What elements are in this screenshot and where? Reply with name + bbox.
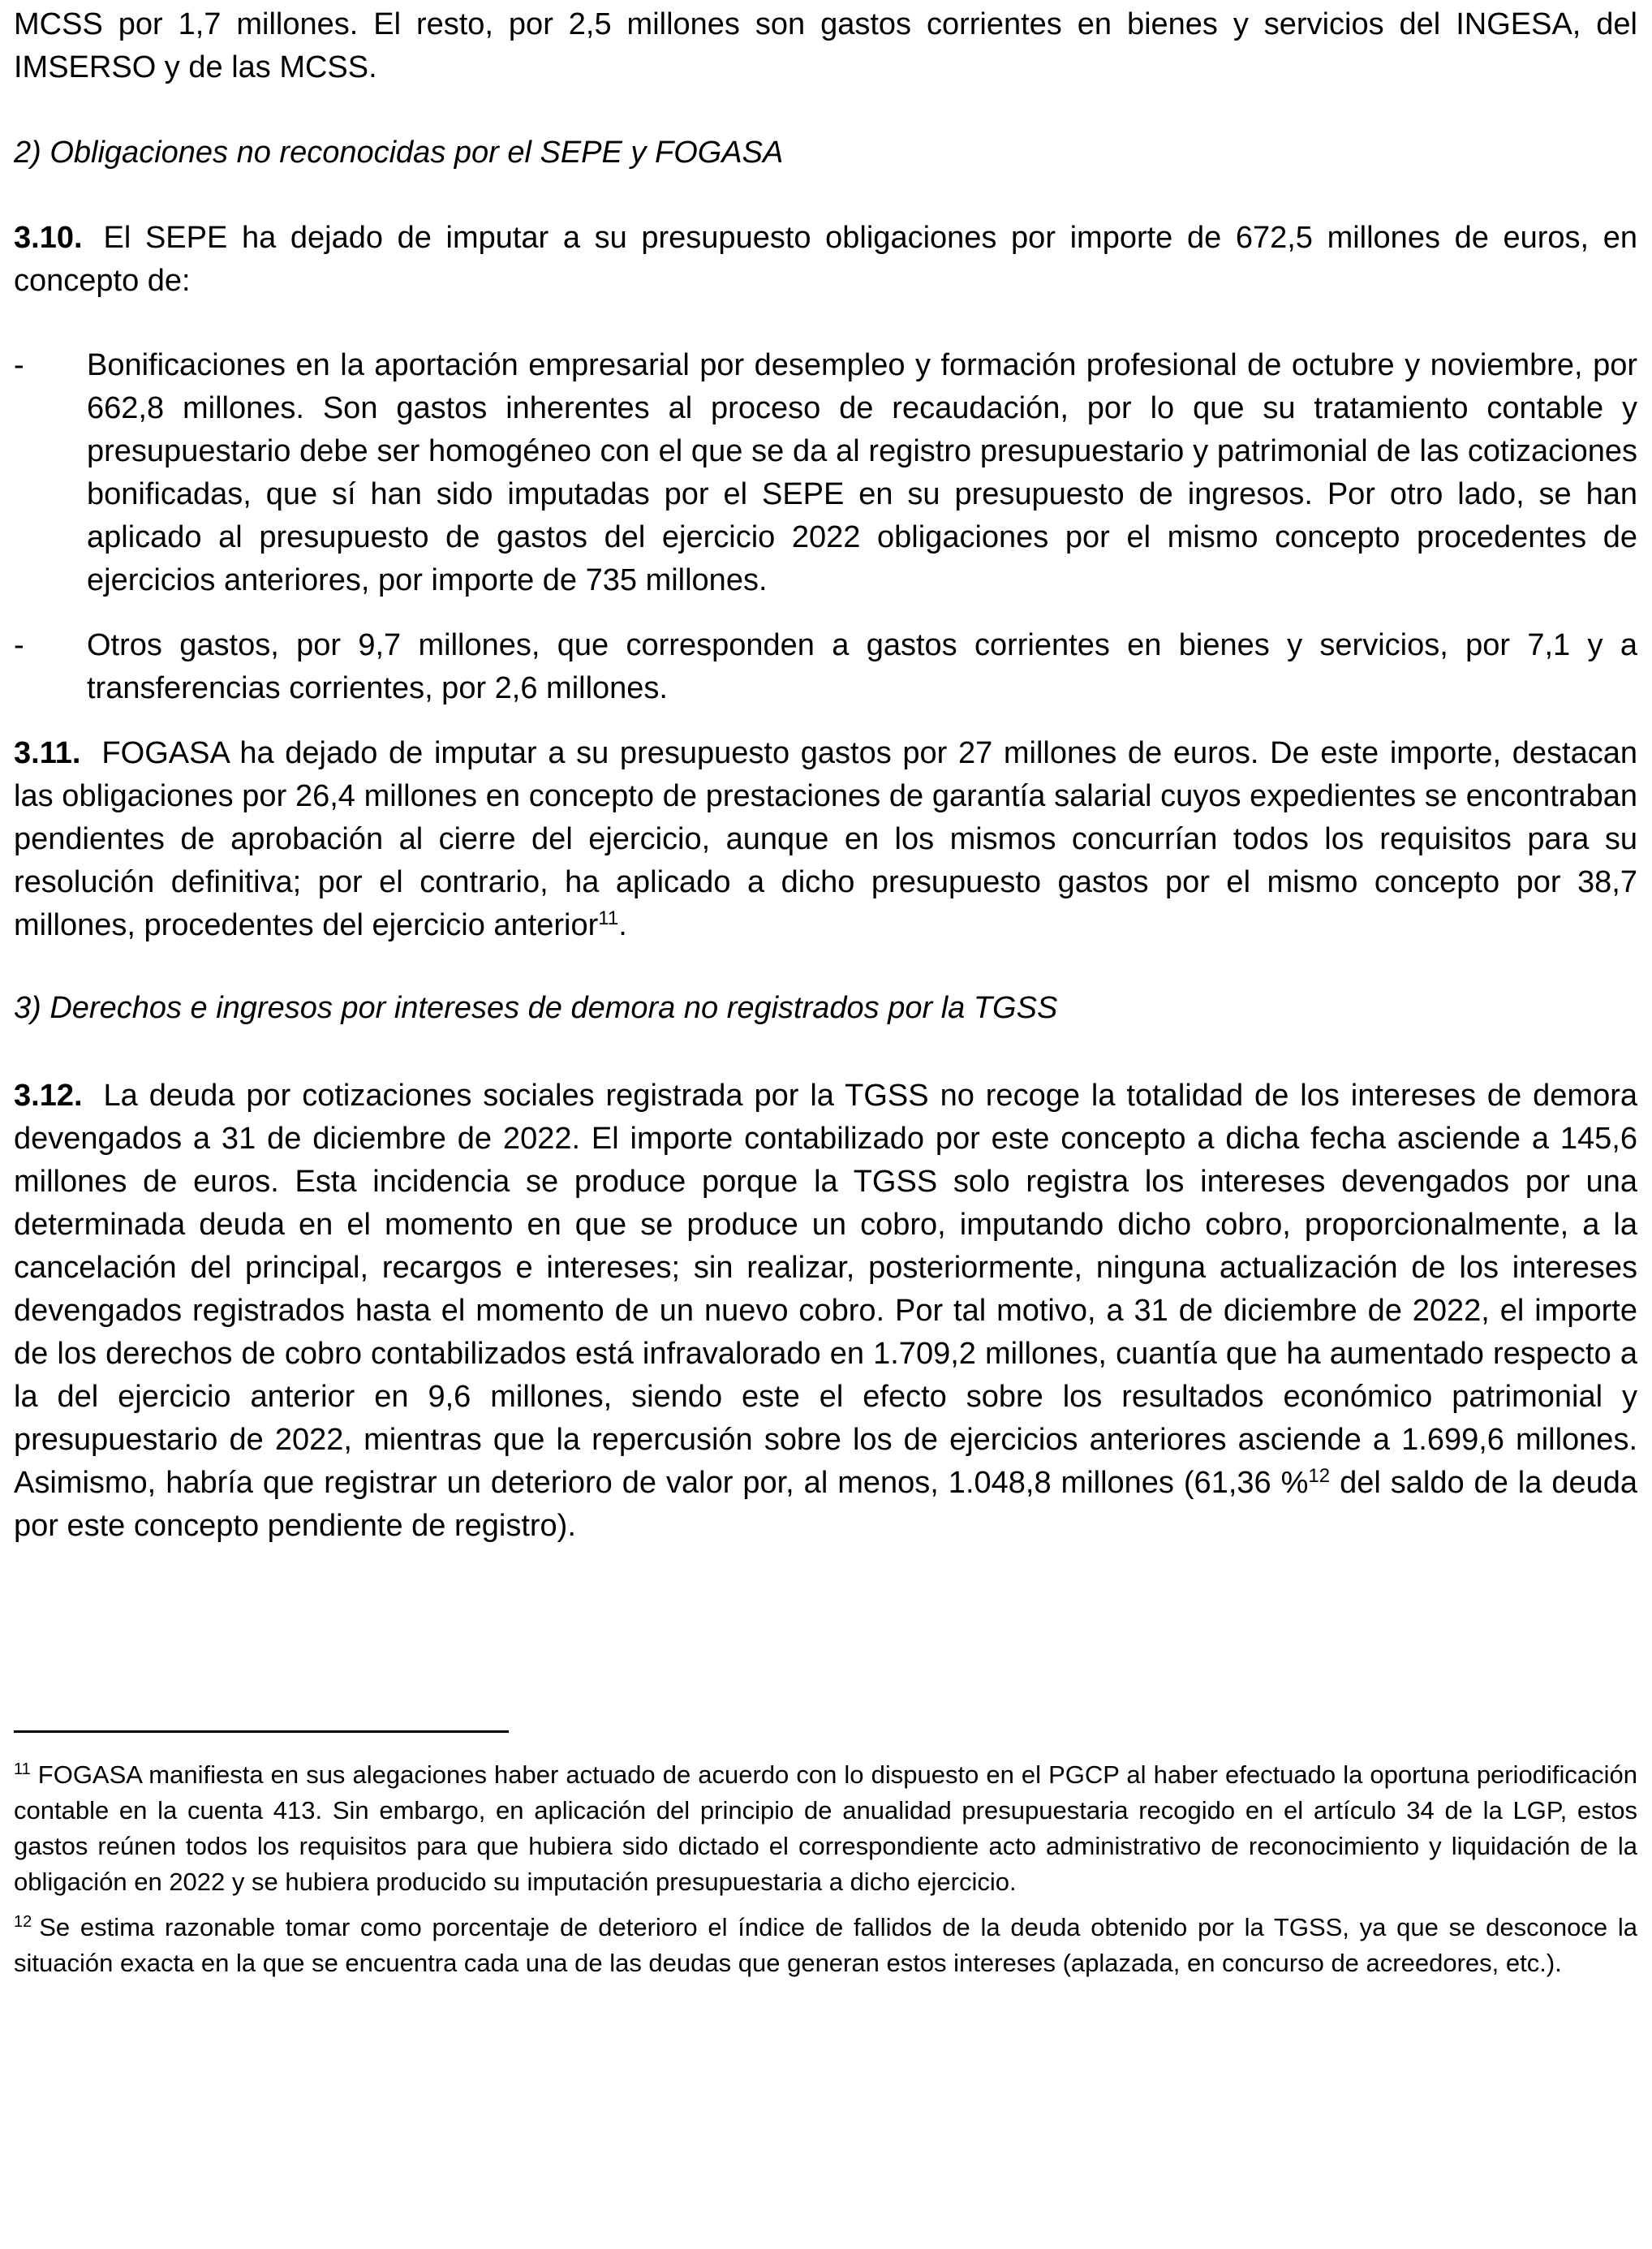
list-item-2-text: Otros gastos, por 9,7 millones, que corresponden a gastos corrientes en bienes y servicios, por 7,1 y a transferencias corrientes, por 2,6 millones. — [87, 628, 1637, 705]
footnote-12 — [14, 1910, 1637, 1981]
paragraph-text-3-11-end: . — [618, 908, 627, 942]
footnote-11-text: FOGASA manifiesta en sus alegaciones haber actuado de acuerdo con lo dispuesto en el PGCP al haber efectuado la oportuna periodificación contable en la cuenta 413. Sin embargo, en aplicación del principio de anualidad presupuestaria recogido en el artículo 34 de la LGP, estos gastos reúnen todos los requisitos para que hubiera sido dictado el correspondiente acto administrativo de reconocimiento y liquidación de la obligación en 2022 y se hubiera producido su imputación presupuestaria a dicho ejercicio. — [14, 1760, 1637, 1896]
section-heading-3: 3) Derechos e ingresos por intereses de demora no registrados por la TGSS — [14, 991, 1058, 1025]
footnote-separator — [14, 1730, 509, 1733]
section-heading-2: 2) Obligaciones no reconocidas por el SEPE y FOGASA — [14, 136, 784, 170]
paragraph-intro: MCSS por 1,7 millones. El resto, por 2,5 millones son gastos corrientes en bienes y servicios del INGESA, del IMSERSO y de las MCSS. — [14, 7, 1637, 84]
paragraph-text-3-10: El SEPE ha dejado de imputar a su presupuesto obligaciones por importe de 672,5 millones de euros, en concepto de: — [14, 221, 1637, 298]
paragraph-3-11 — [14, 732, 1637, 947]
footnote-ref-11: 11 — [598, 907, 619, 929]
footnote-marker-12: 12 — [14, 1913, 32, 1931]
paragraph-number-3-12: 3.12. — [14, 1079, 83, 1113]
list-item-1 — [14, 344, 1637, 602]
dash-marker: - — [14, 348, 24, 382]
paragraph-3-10 — [14, 217, 1637, 303]
paragraph-number-3-10: 3.10. — [14, 221, 83, 255]
paragraph-text-3-11: FOGASA ha dejado de imputar a su presupuesto gastos por 27 millones de euros. De este importe, destacan las obligaciones por 26,4 millones en concepto de prestaciones de garantía salarial cuyos expedientes se encontraban pendientes de aprobación al cierre del ejercicio, aunque en los mismos concurrían todos los requisitos para su resolución definitiva; por el contrario, ha aplicado a dicho presupuesto gastos por el mismo concepto por 38,7 millones, procedentes del ejercicio anterior — [14, 736, 1637, 942]
paragraph-number-3-11: 3.11. — [14, 736, 81, 770]
dash-marker: - — [14, 628, 24, 662]
paragraph-text-3-12: La deuda por cotizaciones sociales registrada por la TGSS no recoge la totalidad de los intereses de demora devengados a 31 de diciembre de 2022. El importe contabilizado por este concepto a dicha fecha asciende a 145,6 millones de euros. Esta incidencia se produce porque la TGSS solo registra los intereses devengados por una determinada deuda en el momento en que se produce un cobro, imputando dicho cobro, proporcionalmente, a la cancelación del principal, recargos e intereses; sin realizar, posteriormente, ninguna actualización de los intereses devengados registrados hasta el momento de un nuevo cobro. Por tal motivo, a 31 de diciembre de 2022, el importe de los derechos de cobro contabilizados está infravalorado en 1.709,2 millones, cuantía que ha aumentado respecto a la del ejercicio anterior en 9,6 millones, siendo este el efecto sobre los resultados económico patrimonial y presupuestario de 2022, mientras que la repercusión sobre los de ejercicios anteriores asciende a 1.699,6 millones. Asimismo, habría que registrar un deterioro de valor por, al menos, 1.048,8 millones (61,36 % — [14, 1079, 1637, 1500]
list-item-1-text: Bonificaciones en la aportación empresarial por desempleo y formación profesional de octubre y noviembre, por 662,8 millones. Son gastos inherentes al proceso de recaudación, por lo que su tratamiento contable y presupuestario debe ser homogéneo con el que se da al registro presupuestario y patrimonial de las cotizaciones bonificadas, que sí han sido imputadas por el SEPE en su presupuesto de ingresos. Por otro lado, se han aplicado al presupuesto de gastos del ejercicio 2022 obligaciones por el mismo concepto procedentes de ejercicios anteriores, por importe de 735 millones. — [87, 348, 1637, 597]
paragraph-3-12 — [14, 1075, 1637, 1548]
list-item-2 — [14, 624, 1637, 710]
footnote-12-text: Se estima razonable tomar como porcentaje de deterioro el índice de fallidos de la deuda obtenido por la TGSS, ya que se desconoce la situación exacta en la que se encuentra cada una de las deudas que generan estos intereses (aplazada, en concurso de acreedores, etc.). — [14, 1913, 1637, 1977]
footnote-ref-12: 12 — [1308, 1465, 1331, 1487]
footnote-marker-11: 11 — [14, 1760, 31, 1778]
footnote-11 — [14, 1757, 1637, 1900]
paragraph-text-3-12-end: del saldo de la deuda por este concepto pendiente de registro). — [14, 1466, 1637, 1543]
